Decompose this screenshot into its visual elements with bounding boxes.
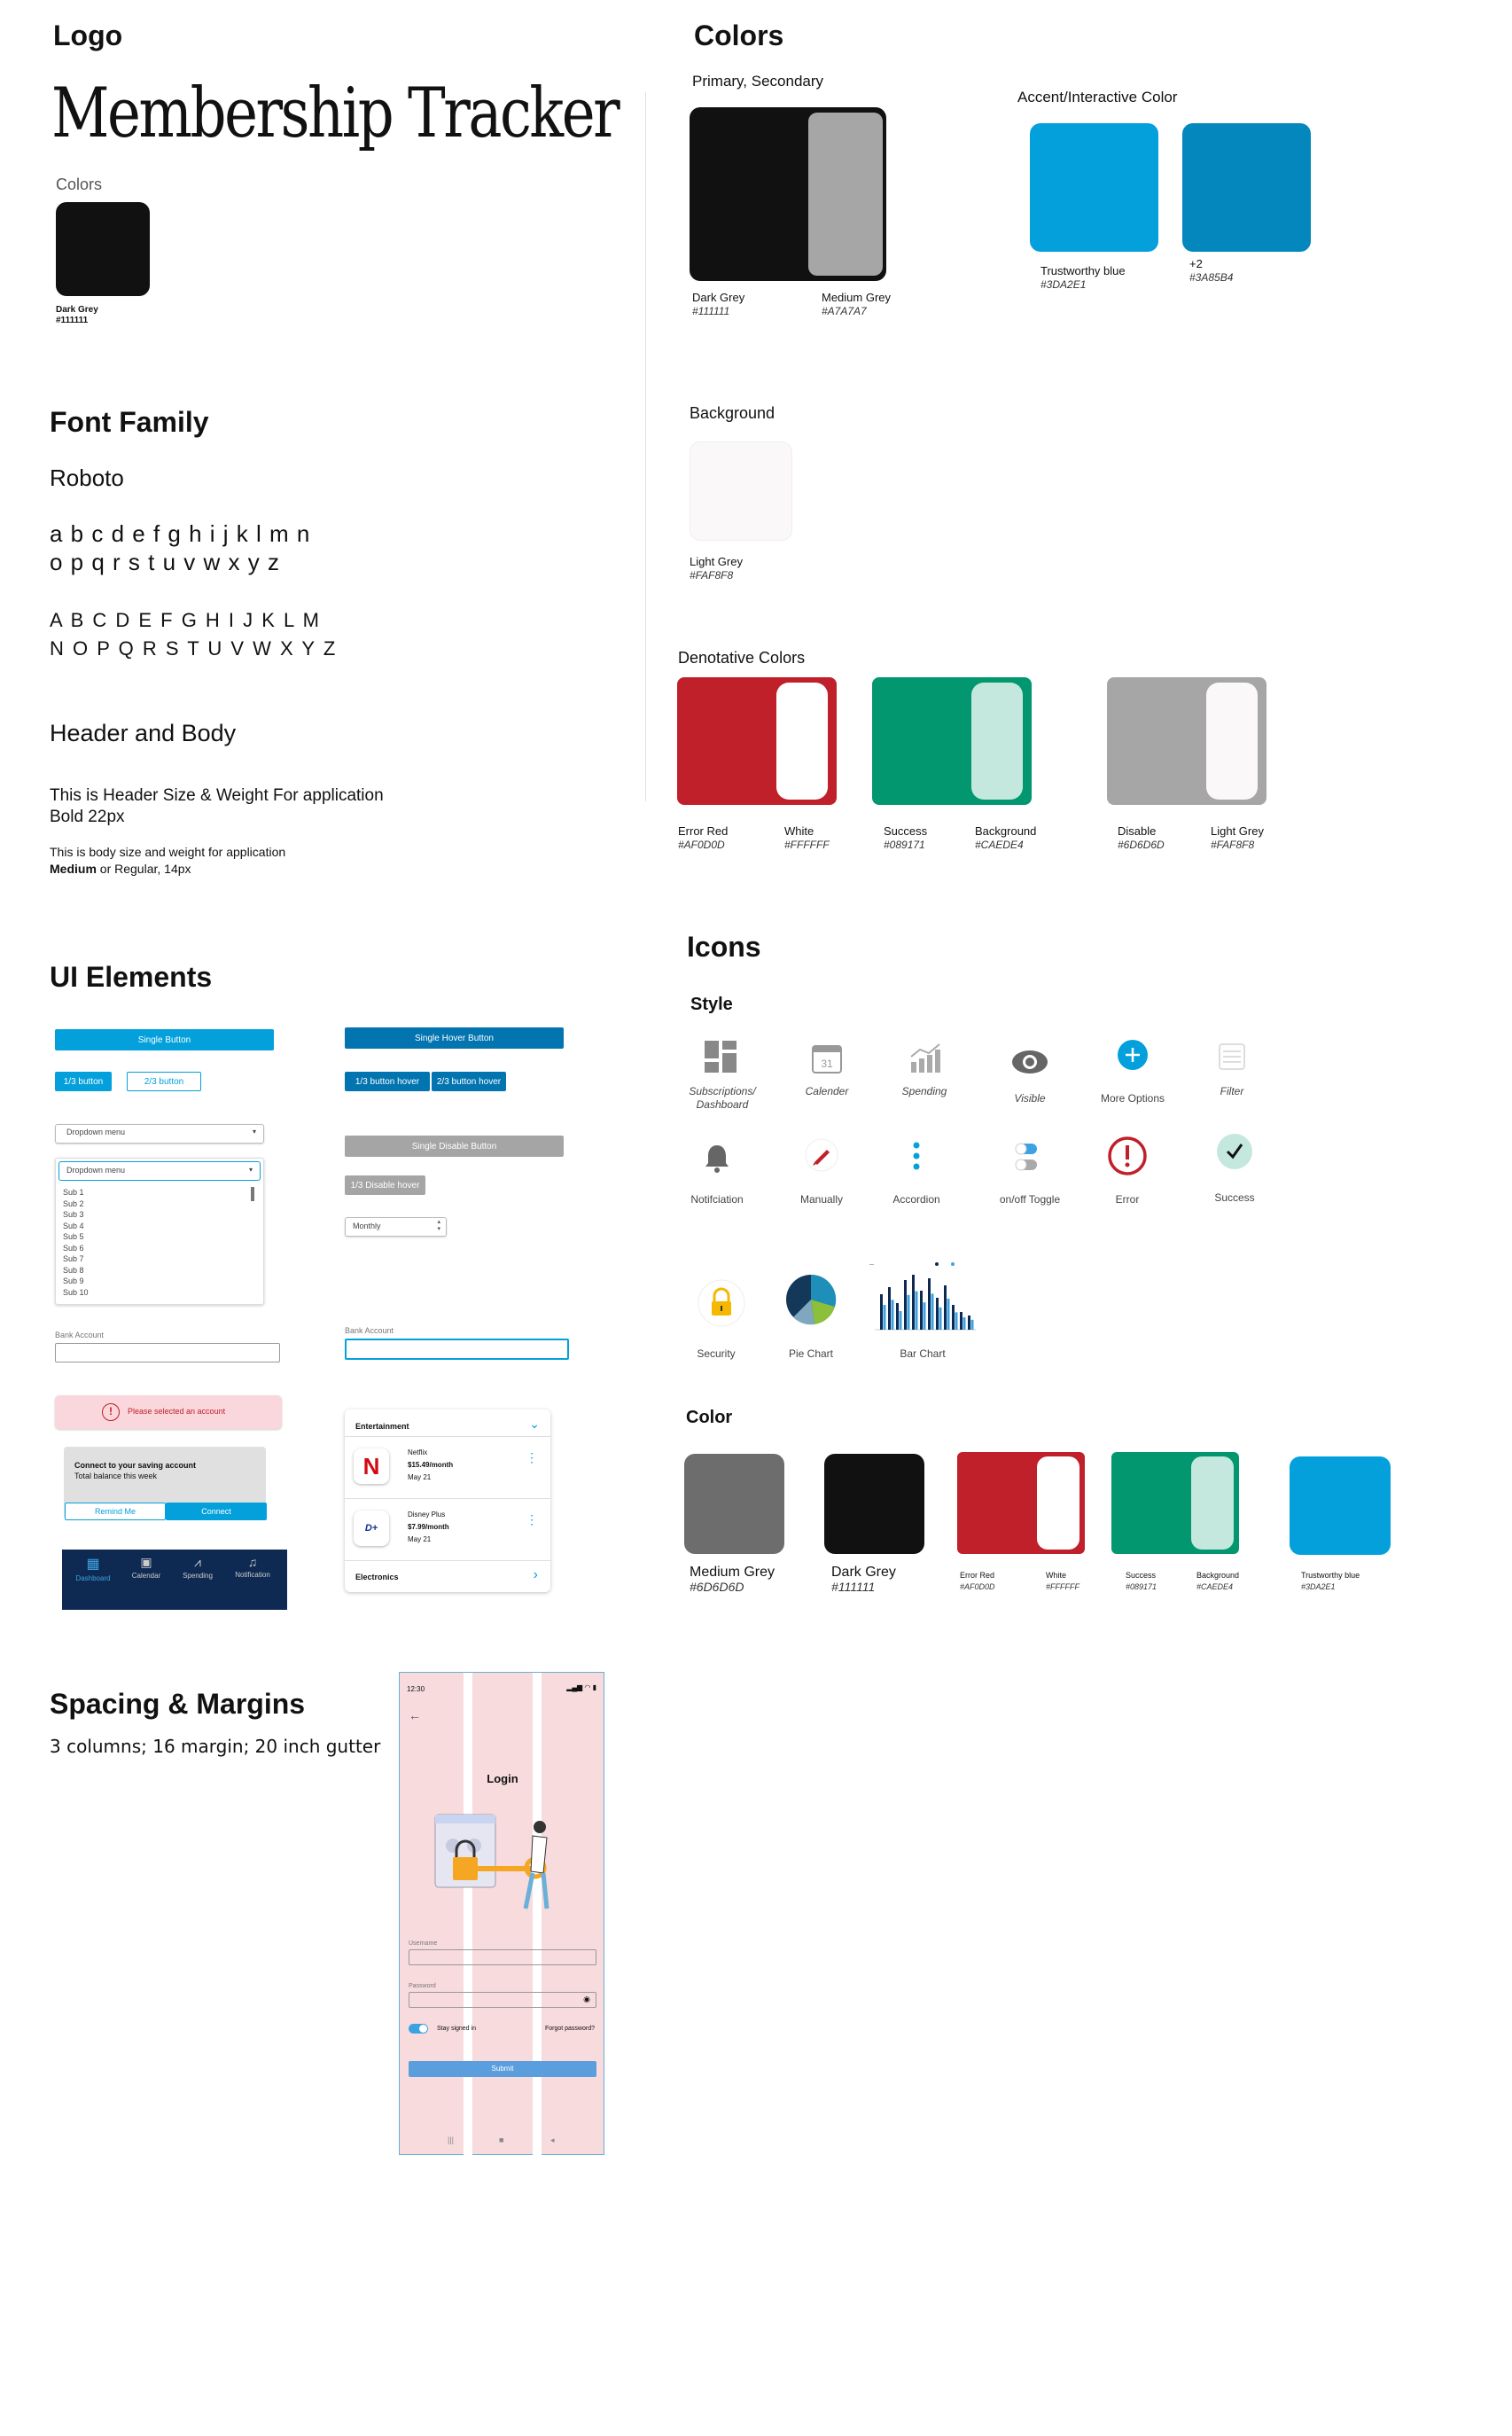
caption-icon-success: Success #089171 [1126,1571,1157,1591]
list-item[interactable]: Sub 7 [63,1254,84,1263]
bank-account-input[interactable] [55,1343,280,1362]
password-input[interactable] [409,1992,596,2008]
icons-style-label: Style [690,995,733,1014]
success-icon [1215,1132,1254,1171]
icons-heading: Icons [687,931,761,963]
single-hover-button[interactable]: Single Hover Button [345,1027,564,1049]
icon-label-bar-chart: Bar Chart [900,1347,946,1360]
filter-icon [1212,1037,1251,1076]
login-illustration [433,1806,566,1921]
third-hover-button[interactable]: 1/3 button hover [345,1072,430,1091]
third-button[interactable]: 1/3 button [55,1072,112,1091]
chevron-down-icon: ▾ [248,1166,253,1174]
netflix-logo: N [354,1448,389,1484]
font-heading: Font Family [50,406,209,438]
electronics-row[interactable]: Electronics [355,1573,399,1581]
netflix-details: Netflix $15.49/month May 21 [408,1448,454,1481]
accordion-icon [897,1138,936,1177]
svg-text:31: 31 [821,1058,833,1070]
disney-details: Disney Plus $7.99/month May 21 [408,1511,449,1543]
caption-icon-blue: Trustworthy blue #3DA2E1 [1301,1571,1360,1591]
bank-label-1: Bank Account [55,1331,105,1339]
icon-label-spending: Spending [901,1085,947,1097]
disney-logo: D+ [354,1511,389,1546]
bank-label-2: Bank Account [345,1326,394,1335]
error-red-swatch [677,677,837,805]
background-swatch [690,441,792,541]
back-arrow-icon[interactable]: ← [409,1708,421,1722]
subscription-list [345,1409,550,1592]
icon-label-security: Security [697,1347,736,1360]
list-item[interactable]: Sub 3 [63,1210,84,1219]
monthly-stepper[interactable]: Monthly ▴ ▾ [345,1217,447,1237]
accent-caption-1: Trustworthy blue #3DA2E1 [1040,264,1126,291]
visible-icon [1010,1042,1049,1081]
bell-icon [698,1138,737,1177]
dropdown-closed[interactable]: Dropdown menu ▾ [55,1124,264,1144]
secondary-caption: Medium Grey #A7A7A7 [822,291,892,317]
svg-text:—: — [869,1262,874,1268]
accent-label: Accent/Interactive Color [1017,89,1178,105]
icon-label-toggle: on/off Toggle [999,1193,1061,1206]
caption-icon-error: Error Red #AF0D0D [960,1571,995,1591]
font-uppercase: A B C D E F G H I J K L M N O P Q R S T U V W X Y Z [50,609,338,660]
caption-icon-white: White #FFFFFF [1046,1571,1079,1591]
status-time: 12:30 [407,1685,425,1693]
caption-success: Success #089171 [884,824,928,851]
status-icons: ▂▄▆ ◠ ▮ [566,1683,596,1691]
dashboard-icon [701,1037,740,1076]
more-vertical-icon[interactable]: ⋮ [526,1450,538,1464]
section-divider [645,92,646,801]
primary-label: Primary, Secondary [692,73,824,90]
icon-label-success: Success [1214,1191,1255,1204]
list-item[interactable] [345,1498,550,1560]
category-header[interactable]: Entertainment [355,1422,409,1431]
caption-icon-background: Background #CAEDE4 [1196,1571,1240,1591]
nav-notification[interactable]: ♫ Notification [222,1555,284,1579]
secondary-swatch [808,113,883,276]
icon-color-medium-grey [684,1454,784,1554]
nav-spending[interactable]: ⩘ Spending [167,1555,229,1580]
list-item[interactable]: Sub 4 [63,1221,84,1230]
icon-label-dashboard: Subscriptions/ Dashboard [689,1085,756,1111]
disable-swatch [1107,677,1266,805]
two-third-hover-button[interactable]: 2/3 button hover [432,1072,506,1091]
bell-icon: ♫ [247,1555,258,1569]
chevron-down-icon: ▾ [252,1128,256,1136]
stepper-arrows-icon[interactable]: ▴ ▾ [437,1219,440,1232]
pencil-icon [802,1136,841,1175]
lock-icon [697,1278,746,1328]
logo-swatch [56,202,150,296]
background-label: Background [690,404,775,422]
font-family-name: Roboto [50,465,124,491]
primary-swatch [690,107,886,281]
caption-dark-grey: Dark Grey #111111 [831,1565,896,1594]
dropdown-scrollbar[interactable] [251,1187,254,1201]
caption-medium-grey: Medium Grey #6D6D6D [690,1565,775,1594]
icon-label-error: Error [1115,1193,1140,1206]
nav-calendar[interactable]: ▣ Calendar [115,1555,177,1580]
icon-color-success [1111,1452,1239,1554]
list-item[interactable]: Sub 1 [63,1188,84,1197]
spending-icon [906,1039,945,1078]
background-caption: Light Grey #FAF8F8 [690,555,743,582]
icon-color-error-red [957,1452,1085,1554]
list-item[interactable]: Sub 10 [63,1287,89,1297]
stay-signed-toggle[interactable] [409,2024,428,2034]
username-label: Username [409,1940,438,1947]
icon-label-accordion: Accordion [892,1193,940,1206]
saving-card-subtitle: Total balance this week [74,1472,158,1480]
bar-chart-icon [866,1261,979,1335]
logo-colors-label: Colors [56,176,103,193]
dropdown-open-field[interactable]: Dropdown menu ▾ [58,1161,261,1181]
light-grey-swatch [1206,683,1258,800]
more-options-icon [1113,1035,1152,1074]
two-third-button[interactable]: 2/3 button [127,1072,201,1091]
accent-swatch-1 [1030,123,1158,252]
error-icon [1108,1136,1147,1175]
accent-caption-2: +2 #3A85B4 [1189,257,1234,284]
icon-label-notification: Notifciation [690,1193,744,1206]
icon-label-visible: Visible [1014,1092,1046,1105]
success-swatch [872,677,1032,805]
icons-color-label: Color [686,1408,733,1427]
white-swatch [776,683,828,800]
nav-dashboard[interactable]: ▦ Dashboard [62,1555,124,1582]
list-item[interactable]: Sub 5 [63,1232,84,1241]
list-item[interactable]: Sub 9 [63,1277,84,1285]
caption-white: White #FFFFFF [784,824,830,851]
icon-color-white [1037,1456,1079,1550]
spending-icon: ⩘ [194,1555,201,1569]
toggle-icon [1009,1140,1048,1179]
font-lowercase: a b c d e f g h i j k l m n o p q r s t u v w x y z [50,520,311,575]
list-item[interactable]: Sub 2 [63,1198,84,1208]
list-item[interactable] [345,1436,550,1498]
bottom-nav [62,1550,287,1610]
dropdown-options [63,1187,89,1298]
error-message: Please selected an account [128,1407,226,1416]
pie-chart-icon [784,1273,838,1326]
icon-color-dark-grey [824,1454,924,1554]
submit-button[interactable]: Submit [409,2061,596,2077]
icon-label-calendar: Calender [805,1085,849,1097]
ui-heading: UI Elements [50,961,213,993]
body-sample: This is body size and weight for application Medium or Regular, 14px [50,845,286,876]
calendar-icon: ▣ [140,1555,152,1569]
chevron-down-icon[interactable]: ⌄ [529,1417,540,1431]
bank-account-input-focused[interactable] [345,1339,569,1360]
error-icon: ! [102,1403,120,1421]
calendar-icon [807,1039,846,1078]
spacing-desc: 3 columns; 16 margin; 20 inch gutter [50,1736,381,1757]
primary-caption: Dark Grey #111111 [692,291,745,317]
success-bg-swatch [971,683,1023,800]
phone-mockup [399,1672,604,2155]
caption-light-grey: Light Grey #FAF8F8 [1211,824,1264,851]
remind-me-button[interactable]: Remind Me [65,1503,166,1520]
colors-heading: Colors [694,20,784,51]
list-item[interactable]: Sub 8 [63,1265,84,1275]
accent-swatch-2 [1182,123,1311,252]
caption-background: Background #CAEDE4 [975,824,1037,851]
header-body-heading: Header and Body [50,720,237,746]
spacing-heading: Spacing & Margins [50,1688,306,1720]
error-banner [55,1395,282,1429]
saving-card-title: Connect to your saving account [74,1461,197,1470]
stay-signed-label: Stay signed in [437,2026,476,2032]
header-sample: This is Header Size & Weight For application Bold 22px [50,786,384,826]
third-disable-button: 1/3 Disable hover [345,1175,425,1195]
caption-disable: Disable #6D6D6D [1118,824,1165,851]
password-label: Password [409,1983,436,1989]
nav-back-icon[interactable]: ◂ [550,2135,555,2144]
forgot-password-link[interactable]: Forgot password? [544,2026,595,2032]
nav-menu-icon[interactable]: ||| [448,2135,455,2144]
single-button[interactable]: Single Button [55,1029,274,1050]
icon-color-blue [1290,1456,1391,1555]
dashboard-icon: ▦ [86,1557,100,1572]
list-item[interactable]: Sub 6 [63,1243,84,1253]
denotative-label: Denotative Colors [678,649,806,667]
icon-label-manually: Manually [799,1193,844,1206]
dropdown-open[interactable] [55,1158,264,1305]
chevron-right-icon[interactable]: › [533,1567,538,1582]
caption-error-red: Error Red #AF0D0D [678,824,729,851]
connect-button[interactable]: Connect [166,1503,267,1520]
icon-label-more-options: More Options [1100,1092,1165,1105]
icon-label-filter: Filter [1220,1085,1244,1097]
nav-home-icon[interactable]: ■ [499,2135,504,2144]
eye-icon[interactable]: ◉ [583,1995,590,2003]
login-title: Login [487,1772,518,1785]
wordmark: Membership Tracker [51,74,619,153]
icon-label-pie-chart: Pie Chart [788,1347,834,1360]
logo-heading: Logo [53,20,123,51]
username-input[interactable] [409,1949,596,1965]
logo-swatch-caption: Dark Grey #111111 [56,305,98,325]
single-disable-button: Single Disable Button [345,1136,564,1157]
more-vertical-icon[interactable]: ⋮ [526,1512,538,1526]
icon-color-bg [1191,1456,1234,1550]
